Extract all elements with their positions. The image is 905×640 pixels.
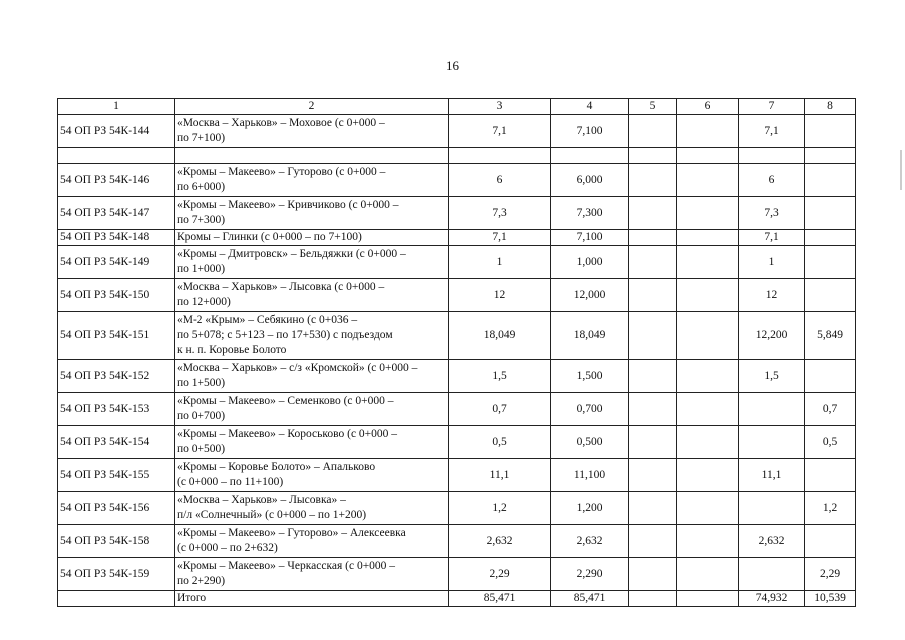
value-cell-c6 bbox=[677, 426, 739, 459]
header-cell: 4 bbox=[551, 99, 629, 115]
road-name-line bbox=[177, 148, 446, 163]
table-row bbox=[58, 115, 856, 148]
total-code-cell bbox=[58, 591, 175, 607]
table-row bbox=[58, 525, 856, 558]
value-cell-c5 bbox=[629, 230, 677, 246]
road-code-cell: 54 ОП РЗ 54К-155 bbox=[58, 459, 175, 492]
value-cell-c3: 11,1 bbox=[449, 459, 551, 492]
road-name-line: «Москва – Харьков» – Лысовка» – bbox=[177, 494, 346, 506]
road-code-cell: 54 ОП РЗ 54К-146 bbox=[58, 164, 175, 197]
value-cell-c5 bbox=[629, 148, 677, 164]
road-name-cell bbox=[175, 197, 449, 230]
road-name-line: «Кромы – Макеево» – Гуторово» – Алексеевка bbox=[177, 527, 406, 539]
road-name-line: «М-2 «Крым» – Себякино (с 0+036 – bbox=[177, 314, 358, 326]
value-cell-c5 bbox=[629, 197, 677, 230]
value-cell-c5 bbox=[629, 492, 677, 525]
road-name-cell bbox=[175, 312, 449, 360]
page-number: 16 bbox=[446, 58, 459, 73]
value-cell-c4 bbox=[551, 148, 629, 164]
value-cell-c8 bbox=[805, 525, 856, 558]
value-cell-c3: 7,1 bbox=[449, 115, 551, 148]
road-code-cell: 54 ОП РЗ 54К-149 bbox=[58, 246, 175, 279]
value-cell-c4: 6,000 bbox=[551, 164, 629, 197]
value-cell-c7: 7,1 bbox=[739, 115, 805, 148]
value-cell-c7: 7,3 bbox=[739, 197, 805, 230]
road-name-line: по 7+300) bbox=[177, 214, 226, 226]
table-row bbox=[58, 492, 856, 525]
value-cell-c4: 7,300 bbox=[551, 197, 629, 230]
road-code-cell bbox=[58, 148, 175, 164]
road-code-cell: 54 ОП РЗ 54К-150 bbox=[58, 279, 175, 312]
value-cell-c4: 12,000 bbox=[551, 279, 629, 312]
value-cell-c8: 0,5 bbox=[805, 426, 856, 459]
value-cell-c5 bbox=[629, 459, 677, 492]
value-cell-c4: 2,290 bbox=[551, 558, 629, 591]
value-cell-c4: 1,200 bbox=[551, 492, 629, 525]
value-cell-c4: 0,700 bbox=[551, 393, 629, 426]
value-cell-c5 bbox=[629, 393, 677, 426]
value-cell-c8 bbox=[805, 246, 856, 279]
road-name-line: «Кромы – Макеево» – Кривчиково (с 0+000 – bbox=[177, 199, 399, 211]
value-cell-c6 bbox=[677, 148, 739, 164]
value-cell-c3: 12 bbox=[449, 279, 551, 312]
value-cell-c4: 2,632 bbox=[551, 525, 629, 558]
roads-table bbox=[57, 98, 856, 607]
road-name-cell bbox=[175, 393, 449, 426]
road-name-line: по 12+000) bbox=[177, 296, 231, 308]
value-cell-c8: 5,849 bbox=[805, 312, 856, 360]
value-cell-c5 bbox=[629, 426, 677, 459]
total-value-c8: 10,539 bbox=[805, 591, 856, 607]
value-cell-c6 bbox=[677, 459, 739, 492]
value-cell-c4: 7,100 bbox=[551, 230, 629, 246]
road-name-line: по 2+290) bbox=[177, 575, 226, 587]
road-name-line: (с 0+000 – по 2+632) bbox=[177, 542, 278, 554]
road-code-cell: 54 ОП РЗ 54К-159 bbox=[58, 558, 175, 591]
road-name-line: «Кромы – Макеево» – Короськово (с 0+000 – bbox=[177, 428, 398, 440]
value-cell-c3: 1,5 bbox=[449, 360, 551, 393]
road-name-line: по 7+100) bbox=[177, 132, 226, 144]
road-name-line: п/л «Солнечный» (с 0+000 – по 1+200) bbox=[177, 509, 367, 521]
table-row bbox=[58, 230, 856, 246]
table-row bbox=[58, 426, 856, 459]
road-code-cell: 54 ОП РЗ 54К-158 bbox=[58, 525, 175, 558]
road-name-line: по 6+000) bbox=[177, 181, 226, 193]
value-cell-c7 bbox=[739, 558, 805, 591]
road-name-line: «Москва – Харьков» – Моховое (с 0+000 – bbox=[177, 117, 385, 129]
value-cell-c6 bbox=[677, 312, 739, 360]
value-cell-c8: 0,7 bbox=[805, 393, 856, 426]
value-cell-c5 bbox=[629, 312, 677, 360]
table-row bbox=[58, 148, 856, 164]
header-cell: 1 bbox=[58, 99, 175, 115]
road-name-cell bbox=[175, 279, 449, 312]
road-name-cell bbox=[175, 246, 449, 279]
value-cell-c4: 7,100 bbox=[551, 115, 629, 148]
road-name-line: к н. п. Коровье Болото bbox=[177, 344, 287, 356]
table-row bbox=[58, 246, 856, 279]
value-cell-c6 bbox=[677, 115, 739, 148]
value-cell-c6 bbox=[677, 230, 739, 246]
value-cell-c7: 1,5 bbox=[739, 360, 805, 393]
value-cell-c8: 2,29 bbox=[805, 558, 856, 591]
road-code-cell: 54 ОП РЗ 54К-148 bbox=[58, 230, 175, 246]
value-cell-c3: 7,1 bbox=[449, 230, 551, 246]
road-name-line: по 1+500) bbox=[177, 377, 226, 389]
value-cell-c3: 6 bbox=[449, 164, 551, 197]
value-cell-c3: 0,5 bbox=[449, 426, 551, 459]
value-cell-c7 bbox=[739, 393, 805, 426]
table-row bbox=[58, 459, 856, 492]
value-cell-c6 bbox=[677, 492, 739, 525]
value-cell-c7: 11,1 bbox=[739, 459, 805, 492]
total-value-c5 bbox=[629, 591, 677, 607]
value-cell-c5 bbox=[629, 115, 677, 148]
road-name-line: «Кромы – Макеево» – Гуторово (с 0+000 – bbox=[177, 166, 386, 178]
value-cell-c6 bbox=[677, 360, 739, 393]
road-name-cell bbox=[175, 230, 449, 246]
table-row bbox=[58, 279, 856, 312]
road-name-line: по 1+000) bbox=[177, 263, 226, 275]
value-cell-c6 bbox=[677, 197, 739, 230]
road-name-cell bbox=[175, 525, 449, 558]
road-name-line: «Москва – Харьков» – с/з «Кромской» (с 0+000 – bbox=[177, 362, 418, 374]
road-name-line: по 0+500) bbox=[177, 443, 226, 455]
road-name-line: «Кромы – Макеево» – Семенково (с 0+000 – bbox=[177, 395, 394, 407]
value-cell-c8 bbox=[805, 230, 856, 246]
value-cell-c8 bbox=[805, 279, 856, 312]
value-cell-c5 bbox=[629, 360, 677, 393]
value-cell-c8 bbox=[805, 148, 856, 164]
road-name-cell bbox=[175, 360, 449, 393]
road-code-cell: 54 ОП РЗ 54К-152 bbox=[58, 360, 175, 393]
value-cell-c7: 2,632 bbox=[739, 525, 805, 558]
scan-artifact bbox=[900, 150, 902, 190]
value-cell-c4: 1,500 bbox=[551, 360, 629, 393]
value-cell-c8 bbox=[805, 360, 856, 393]
table-row bbox=[58, 164, 856, 197]
road-name-line: по 5+078; с 5+123 – по 17+530) с подъездом bbox=[177, 329, 393, 341]
road-name-cell bbox=[175, 426, 449, 459]
header-cell: 6 bbox=[677, 99, 739, 115]
road-code-cell: 54 ОП РЗ 54К-151 bbox=[58, 312, 175, 360]
value-cell-c3: 1,2 bbox=[449, 492, 551, 525]
value-cell-c7 bbox=[739, 426, 805, 459]
road-name-line: «Кромы – Макеево» – Черкасская (с 0+000 – bbox=[177, 560, 396, 572]
value-cell-c6 bbox=[677, 558, 739, 591]
value-cell-c3: 2,29 bbox=[449, 558, 551, 591]
header-cell: 7 bbox=[739, 99, 805, 115]
road-code-cell: 54 ОП РЗ 54К-147 bbox=[58, 197, 175, 230]
total-value-c4: 85,471 bbox=[551, 591, 629, 607]
road-code-cell: 54 ОП РЗ 54К-156 bbox=[58, 492, 175, 525]
total-value-c3: 85,471 bbox=[449, 591, 551, 607]
road-code-cell: 54 ОП РЗ 54К-153 bbox=[58, 393, 175, 426]
total-label: Итого bbox=[175, 591, 449, 607]
value-cell-c3: 2,632 bbox=[449, 525, 551, 558]
total-row bbox=[58, 591, 856, 607]
road-name-line: (с 0+000 – по 11+100) bbox=[177, 476, 284, 488]
table-row bbox=[58, 360, 856, 393]
header-cell: 5 bbox=[629, 99, 677, 115]
value-cell-c8 bbox=[805, 459, 856, 492]
value-cell-c4: 11,100 bbox=[551, 459, 629, 492]
value-cell-c4: 0,500 bbox=[551, 426, 629, 459]
road-name-line: «Кромы – Дмитровск» – Бельдяжки (с 0+000 – bbox=[177, 248, 406, 260]
road-name-cell bbox=[175, 148, 449, 164]
value-cell-c5 bbox=[629, 525, 677, 558]
road-name-line: по 0+700) bbox=[177, 410, 226, 422]
value-cell-c7: 1 bbox=[739, 246, 805, 279]
value-cell-c6 bbox=[677, 246, 739, 279]
value-cell-c7: 12 bbox=[739, 279, 805, 312]
value-cell-c6 bbox=[677, 393, 739, 426]
header-cell: 2 bbox=[175, 99, 449, 115]
value-cell-c7: 6 bbox=[739, 164, 805, 197]
road-name-cell bbox=[175, 459, 449, 492]
total-value-c7: 74,932 bbox=[739, 591, 805, 607]
road-name-cell bbox=[175, 492, 449, 525]
road-name-line: Кромы – Глинки (с 0+000 – по 7+100) bbox=[177, 231, 362, 243]
table-row bbox=[58, 197, 856, 230]
value-cell-c3: 0,7 bbox=[449, 393, 551, 426]
road-name-line: «Кромы – Коровье Болото» – Апальково bbox=[177, 461, 376, 473]
road-name-cell bbox=[175, 115, 449, 148]
table-row bbox=[58, 558, 856, 591]
value-cell-c7 bbox=[739, 492, 805, 525]
value-cell-c3: 7,3 bbox=[449, 197, 551, 230]
value-cell-c8 bbox=[805, 197, 856, 230]
value-cell-c8 bbox=[805, 115, 856, 148]
value-cell-c8 bbox=[805, 164, 856, 197]
road-code-cell: 54 ОП РЗ 54К-144 bbox=[58, 115, 175, 148]
table-row bbox=[58, 393, 856, 426]
value-cell-c8: 1,2 bbox=[805, 492, 856, 525]
header-cell: 3 bbox=[449, 99, 551, 115]
value-cell-c7: 7,1 bbox=[739, 230, 805, 246]
value-cell-c3 bbox=[449, 148, 551, 164]
value-cell-c5 bbox=[629, 279, 677, 312]
value-cell-c6 bbox=[677, 525, 739, 558]
value-cell-c4: 1,000 bbox=[551, 246, 629, 279]
total-value-c6 bbox=[677, 591, 739, 607]
value-cell-c5 bbox=[629, 164, 677, 197]
road-code-cell: 54 ОП РЗ 54К-154 bbox=[58, 426, 175, 459]
road-name-line: «Москва – Харьков» – Лысовка (с 0+000 – bbox=[177, 281, 385, 293]
value-cell-c4: 18,049 bbox=[551, 312, 629, 360]
road-name-cell bbox=[175, 164, 449, 197]
value-cell-c5 bbox=[629, 558, 677, 591]
value-cell-c7 bbox=[739, 148, 805, 164]
value-cell-c6 bbox=[677, 279, 739, 312]
table-header-row bbox=[58, 99, 856, 115]
value-cell-c3: 18,049 bbox=[449, 312, 551, 360]
header-cell: 8 bbox=[805, 99, 856, 115]
value-cell-c7: 12,200 bbox=[739, 312, 805, 360]
road-name-cell bbox=[175, 558, 449, 591]
value-cell-c6 bbox=[677, 164, 739, 197]
value-cell-c3: 1 bbox=[449, 246, 551, 279]
table-row bbox=[58, 312, 856, 360]
value-cell-c5 bbox=[629, 246, 677, 279]
